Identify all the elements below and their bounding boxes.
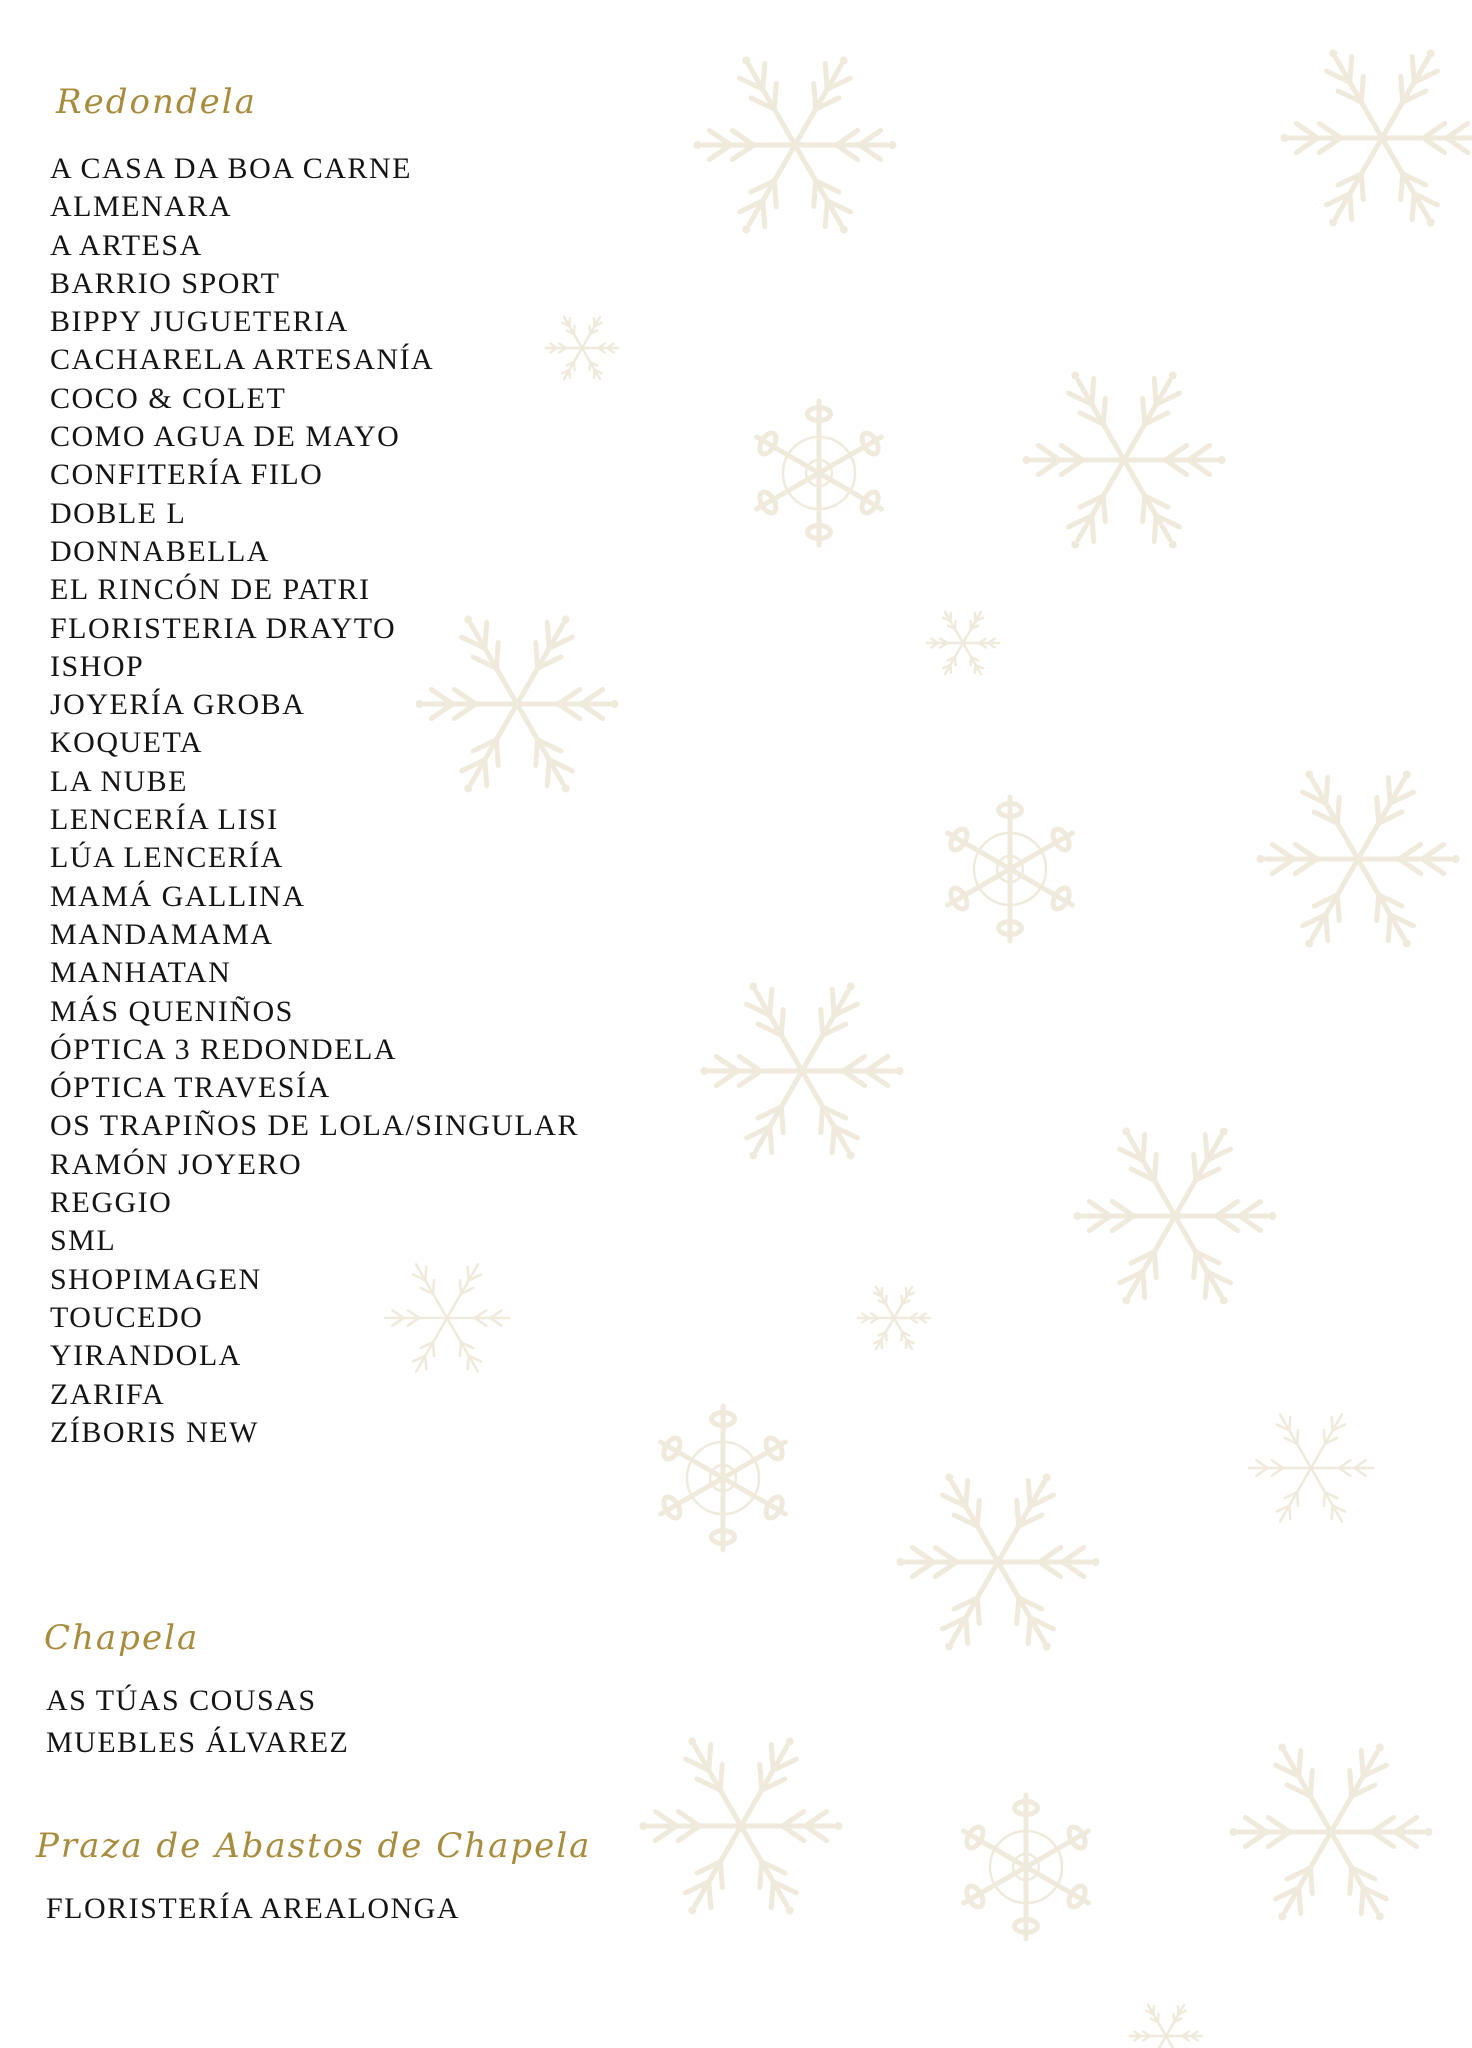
store-list-item: SML bbox=[50, 1224, 117, 1258]
snowflake-icon bbox=[1280, 50, 1472, 227]
snowflake-icon bbox=[927, 612, 999, 674]
store-list-item: LA NUBE bbox=[50, 764, 188, 798]
store-list-item: KOQUETA bbox=[50, 726, 204, 760]
store-list-item: FLORISTERIA DRAYTO bbox=[50, 611, 397, 645]
snowflake-icon bbox=[1256, 771, 1459, 948]
store-list-item: ISHOP bbox=[50, 649, 145, 683]
store-list-item: FLORISTERÍA AREALONGA bbox=[46, 1892, 461, 1925]
store-list-item: BIPPY JUGUETERIA bbox=[50, 305, 349, 339]
store-list-item: MANHATAN bbox=[50, 956, 232, 990]
store-list-chapela bbox=[46, 1680, 349, 1764]
store-list-item: REGGIO bbox=[50, 1186, 173, 1220]
store-list-item: DOBLE L bbox=[50, 496, 187, 530]
store-list-item: MANDAMAMA bbox=[50, 917, 274, 951]
store-list-item: OS TRAPIÑOS DE LOLA/SINGULAR bbox=[50, 1109, 579, 1143]
snowflake-icon bbox=[700, 983, 903, 1160]
store-list-item: AS TÚAS COUSAS bbox=[46, 1684, 317, 1717]
section-title-redondela: Redondela bbox=[56, 82, 257, 122]
store-list-item: ÓPTICA TRAVESÍA bbox=[50, 1071, 331, 1105]
store-list-item: SHOPIMAGEN bbox=[50, 1262, 262, 1296]
store-list-item: ZARIFA bbox=[50, 1377, 166, 1411]
store-list-item: CACHARELA ARTESANÍA bbox=[50, 343, 435, 377]
store-list-item: MAMÁ GALLINA bbox=[50, 879, 306, 913]
store-list-item: COMO AGUA DE MAYO bbox=[50, 420, 401, 454]
store-list-item: A ARTESA bbox=[50, 228, 203, 262]
snowflake-icon bbox=[1022, 372, 1225, 549]
store-list-item: JOYERÍA GROBA bbox=[50, 688, 306, 722]
snowflake-icon bbox=[896, 1474, 1099, 1651]
snowflake-icon bbox=[858, 1287, 930, 1349]
snowflake-icon bbox=[1073, 1128, 1276, 1305]
store-list-item: CONFITERÍA FILO bbox=[50, 458, 324, 492]
store-list-item: BARRIO SPORT bbox=[50, 266, 281, 300]
store-list-item: A CASA DA BOA CARNE bbox=[50, 152, 412, 185]
snowflake-icon bbox=[660, 1406, 785, 1550]
store-list-item: YIRANDOLA bbox=[50, 1339, 242, 1373]
store-list-item: ÓPTICA 3 REDONDELA bbox=[50, 1032, 397, 1066]
store-list-item: ALMENARA bbox=[50, 190, 232, 224]
store-list-item: LÚA LENCERÍA bbox=[50, 841, 284, 875]
snowflake-icon bbox=[963, 1795, 1088, 1939]
snowflake-icon bbox=[639, 1738, 842, 1915]
snowflake-icon bbox=[947, 797, 1072, 941]
store-list-item: MUEBLES ÁLVAREZ bbox=[46, 1726, 350, 1759]
store-list-item: MÁS QUENIÑOS bbox=[50, 994, 294, 1028]
store-list-item: ZÍBORIS NEW bbox=[50, 1415, 259, 1449]
snowflake-icon bbox=[1229, 1744, 1432, 1921]
store-list-item: LENCERÍA LISI bbox=[50, 803, 279, 837]
store-list-item: EL RINCÓN DE PATRI bbox=[50, 573, 371, 607]
store-list-praza-abastos-chapela bbox=[46, 1888, 460, 1930]
store-list-item: TOUCEDO bbox=[50, 1300, 204, 1334]
store-list-item: COCO & COLET bbox=[50, 381, 287, 415]
store-list-item: DONNABELLA bbox=[50, 534, 270, 568]
store-list-item: RAMÓN JOYERO bbox=[50, 1147, 303, 1181]
snowflake-icon bbox=[1130, 2005, 1202, 2048]
snowflake-icon bbox=[1249, 1414, 1373, 1521]
section-title-chapela: Chapela bbox=[44, 1618, 200, 1658]
snowflake-icon bbox=[693, 57, 896, 234]
snowflake-icon bbox=[756, 401, 881, 545]
section-title-praza-abastos-chapela: Praza de Abastos de Chapela bbox=[36, 1826, 592, 1866]
store-list-redondela bbox=[50, 150, 579, 1452]
